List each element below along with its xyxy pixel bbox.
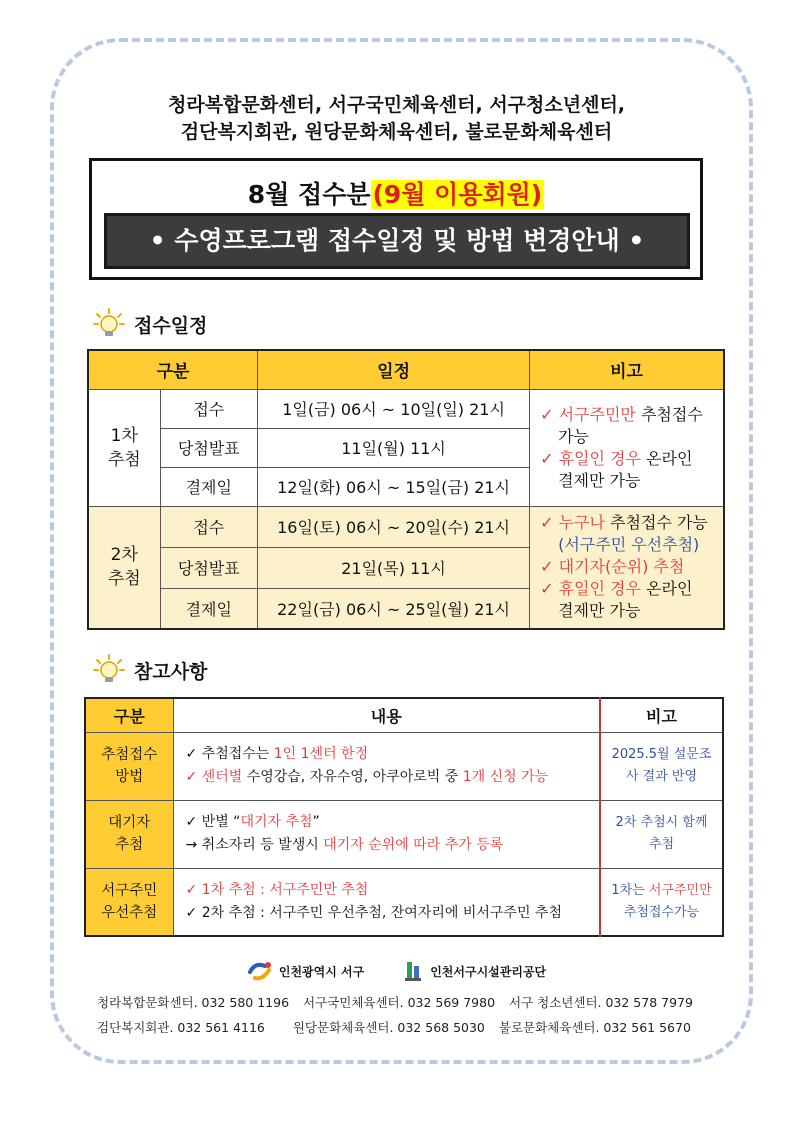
note-red: 대기자(순위) 추첨	[558, 557, 685, 577]
check-icon: ✓	[540, 557, 554, 577]
contacts-line1	[97, 993, 703, 1011]
center-list-line1: 청라복합문화센터, 서구국민체육센터, 서구청소년센터,	[167, 94, 626, 116]
round2-item: 결제일	[160, 588, 258, 629]
round2-label	[88, 506, 160, 629]
ref-text: 수영강습, 자유수영, 아쿠아로빅 중	[242, 769, 463, 785]
seogu-logo-text: 인천광역시 서구	[278, 964, 365, 979]
round1-item: 결제일	[160, 467, 258, 506]
table-row	[88, 506, 724, 547]
table-row	[88, 389, 724, 428]
check-icon: ✓	[185, 814, 198, 830]
schedule-table	[87, 349, 725, 630]
schedule-heading-text: 접수일정	[134, 314, 208, 337]
check-icon: ✓	[185, 881, 198, 898]
ref-text: → 취소자리 등 발생시	[185, 837, 324, 853]
note-text: 온라인	[640, 579, 693, 599]
check-icon: ✓	[540, 579, 554, 599]
contact-item: 서구 청소년센터. 032 578 7979	[509, 995, 693, 1010]
check-icon: ✓	[540, 448, 554, 468]
round2-date: 21일(목) 11시	[258, 547, 530, 588]
round1-date: 1일(금) 06시 ~ 10일(일) 21시	[258, 389, 530, 428]
ref-red: 1인 1센터 한정	[273, 746, 369, 762]
ref-text: 반별 “	[197, 814, 241, 830]
ref-content	[173, 732, 600, 800]
ref-text: ”	[312, 814, 320, 830]
ref-header-category: 구분	[85, 698, 173, 732]
header-schedule: 일정	[258, 350, 530, 389]
ref-category-a: 대기자	[108, 815, 151, 831]
header-category: 구분	[88, 350, 258, 389]
ref-remark-b: 추첨	[648, 837, 675, 852]
round1-date: 12일(화) 06시 ~ 15일(금) 21시	[258, 467, 530, 506]
facility-corp-emblem-icon	[404, 960, 424, 982]
table-row	[85, 868, 723, 936]
seogu-logo	[247, 960, 364, 982]
contacts-line2	[97, 1018, 701, 1036]
table-row	[85, 732, 723, 800]
ref-category	[85, 732, 173, 800]
round1-item: 접수	[160, 389, 258, 428]
ref-category-a: 서구주민	[101, 882, 158, 899]
ref-text: 2차 추첨 : 서구주민 우선추첨, 잔여자리에 비서구주민 추첨	[201, 904, 562, 921]
round2-date: 16일(토) 06시 ~ 20일(수) 21시	[258, 506, 530, 547]
contact-item: 청라복합문화센터. 032 580 1196	[97, 995, 290, 1010]
check-icon: ✓	[185, 769, 198, 785]
ref-remarks	[600, 732, 723, 800]
ref-content	[173, 800, 600, 868]
round2-date: 22일(금) 06시 ~ 25일(월) 21시	[258, 588, 530, 629]
contact-item: 서구국민체육센터. 032 569 7980	[303, 995, 496, 1010]
round1-notes	[530, 389, 724, 506]
reference-table	[84, 697, 724, 937]
ref-text: 추첨접수는	[201, 746, 274, 762]
contact-item: 검단복지회관. 032 561 4116	[97, 1020, 265, 1035]
ref-remark-a: 1차는	[611, 882, 649, 898]
round2-item: 당첨발표	[160, 547, 258, 588]
round2-label-a: 2차	[110, 545, 138, 566]
table-row	[85, 800, 723, 868]
ref-remark-a: 2025.5월 설문조	[611, 747, 712, 762]
check-icon: ✓	[185, 904, 198, 921]
ref-remark-red: 서구주민만	[648, 882, 712, 898]
reference-heading-text: 참고사항	[134, 660, 208, 683]
check-icon: ✓	[540, 404, 554, 424]
logo-row	[0, 960, 793, 982]
ref-header-remarks: 비고	[600, 698, 723, 732]
note-text: 결제만 가능	[558, 601, 641, 621]
title-main: 8월 접수분	[247, 180, 371, 209]
ref-remark-a: 2차 추첨시 함께	[615, 815, 708, 830]
facility-corp-logo-text: 인천서구시설관리공단	[430, 964, 547, 979]
ref-red: 1차 추첨 : 서구주민만 추첨	[201, 881, 369, 898]
ref-category	[85, 800, 173, 868]
ref-red: 센터별	[201, 769, 243, 785]
round1-label-b: 추첨	[107, 449, 141, 470]
check-icon: ✓	[185, 746, 198, 762]
facility-corp-logo	[404, 960, 546, 982]
ref-red: 대기자 추첨	[240, 814, 313, 830]
ref-red: 1개 신청 가능	[462, 769, 549, 785]
ref-remark-b: 사 결과 반영	[625, 769, 698, 784]
note-text: 가능	[558, 426, 589, 446]
ref-category-b: 추첨	[115, 837, 144, 853]
ref-red: 대기자 순위에 따라 추가 등록	[323, 837, 504, 853]
ref-remarks	[600, 868, 723, 936]
ref-category-a: 추첨접수	[101, 747, 158, 763]
round2-notes	[530, 506, 724, 629]
note-text: 결제만 가능	[558, 470, 641, 490]
contact-item: 원당문화체육센터. 032 568 5030	[292, 1020, 485, 1035]
note-blue: (서구주민 우선추첨)	[558, 535, 700, 555]
contact-item: 불로문화체육센터. 032 561 5670	[498, 1020, 691, 1035]
note-text: 추첨접수 가능	[604, 513, 708, 533]
title-line	[92, 175, 700, 211]
round1-label-a: 1차	[110, 425, 138, 446]
reference-header-row	[85, 698, 723, 732]
center-list-line2: 검단복지회관, 원당문화체육센터, 불로문화체육센터	[180, 121, 613, 143]
schedule-heading	[92, 306, 207, 342]
ref-remarks	[600, 800, 723, 868]
note-red: 서구주민만	[558, 404, 636, 424]
note-text: 온라인	[640, 448, 693, 468]
reference-heading	[92, 652, 207, 688]
ref-category-b: 우선추첨	[101, 904, 158, 921]
ref-content	[173, 868, 600, 936]
note-red: 휴일인 경우	[558, 579, 641, 599]
round1-item: 당첨발표	[160, 428, 258, 467]
ref-category	[85, 868, 173, 936]
header-remarks: 비고	[530, 350, 724, 389]
note-text: 추첨접수	[635, 404, 703, 424]
note-red: 휴일인 경우	[558, 448, 641, 468]
round1-label	[88, 389, 160, 506]
check-icon: ✓	[540, 513, 554, 533]
schedule-header-row	[88, 350, 724, 389]
round1-date: 11일(월) 11시	[258, 428, 530, 467]
round2-item: 접수	[160, 506, 258, 547]
center-list	[0, 92, 793, 146]
lightbulb-icon	[92, 653, 126, 687]
ref-header-content: 내용	[173, 698, 600, 732]
title-box	[89, 158, 703, 280]
lightbulb-icon	[92, 307, 126, 341]
ref-remark-b: 추첨접수가능	[623, 904, 700, 920]
subtitle-banner: • 수영프로그램 접수일정 및 방법 변경안내 •	[104, 213, 690, 269]
round2-label-b: 추첨	[107, 569, 141, 590]
ref-category-b: 방법	[115, 769, 144, 785]
seogu-emblem-icon	[247, 960, 273, 982]
note-red: 누구나	[558, 513, 605, 533]
title-highlight: (9월 이용회원)	[372, 180, 543, 209]
